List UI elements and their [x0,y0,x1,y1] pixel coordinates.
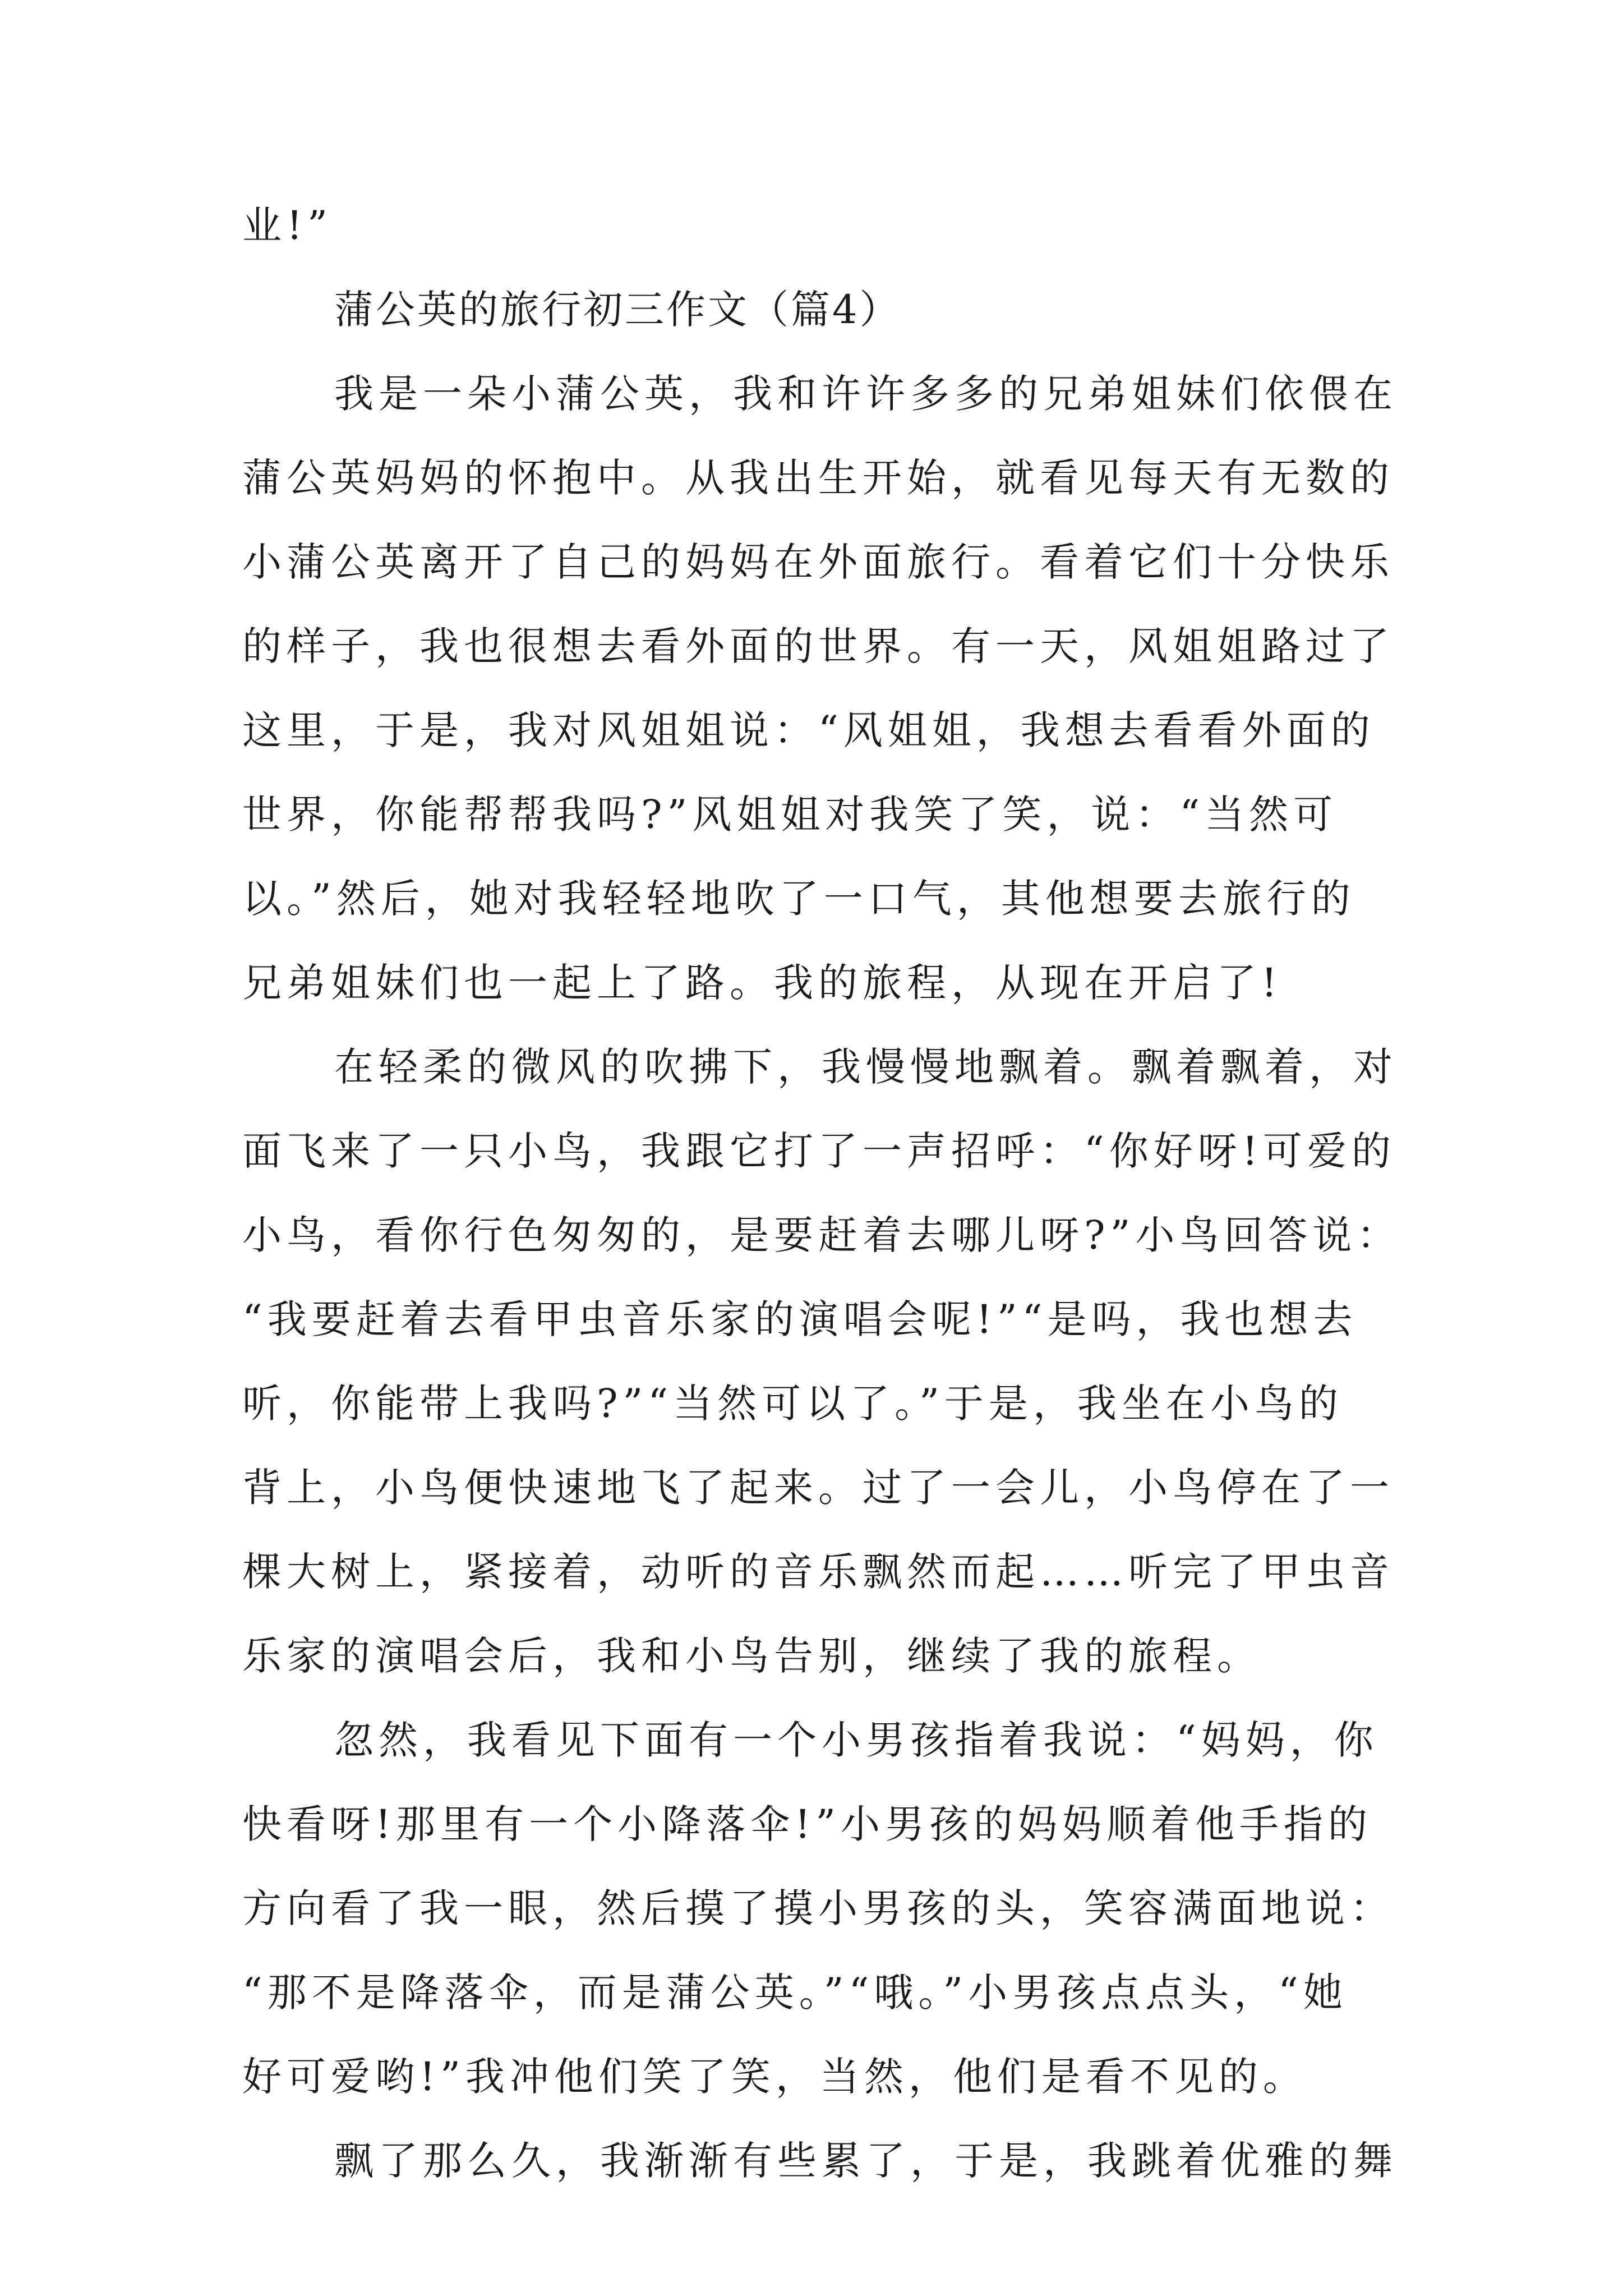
text-line: 快看呀!那里有一个小降落伞!”小男孩的妈妈顺着他手指的 [242,1801,1373,1847]
text-line: 棵大树上，紧接着，动听的音乐飘然而起……听完了甲虫音 [242,1549,1394,1595]
text-line: 听，你能带上我吗?”“当然可以了。”于是，我坐在小鸟的 [242,1381,1343,1427]
text-line: 面飞来了一只小鸟，我跟它打了一声招呼：“你好呀!可爱的 [242,1128,1396,1174]
text-line: “我要赶着去看甲虫音乐家的演唱会呢!”“是吗，我也想去 [242,1296,1358,1342]
paragraph-first-line: 我是一朵小蒲公英，我和许许多多的兄弟姐妹们依偎在 [334,371,1398,417]
text-line: 的样子，我也很想去看外面的世界。有一天，风姐姐路过了 [242,623,1394,669]
paragraph-first-line: 忽然，我看见下面有一个小男孩指着我说：“妈妈，你 [334,1717,1378,1763]
text-line: 背上，小鸟便快速地飞了起来。过了一会儿，小鸟停在了一 [242,1465,1394,1511]
paragraph-first-line: 在轻柔的微风的吹拂下，我慢慢地飘着。飘着飘着，对 [334,1044,1398,1090]
paragraph-first-line: 飘了那么久，我渐渐有些累了，于是，我跳着优雅的舞 [334,2138,1398,2184]
text-line: 小蒲公英离开了自己的妈妈在外面旅行。看着它们十分快乐 [242,539,1394,585]
text-line: 小鸟，看你行色匆匆的，是要赶着去哪儿呀?”小鸟回答说： [242,1212,1401,1258]
text-line: 好可爱哟!”我冲他们笑了笑，当然，他们是看不见的。 [242,2054,1307,2100]
text-line: 蒲公英妈妈的怀抱中。从我出生开始，就看见每天有无数的 [242,455,1394,501]
text-line: 乐家的演唱会后，我和小鸟告别，继续了我的旅程。 [242,1633,1261,1679]
text-line: 以。”然后，她对我轻轻地吹了一口气，其他想要去旅行的 [242,876,1355,922]
text-line: 兄弟姐妹们也一起上了路。我的旅程，从现在开启了! [242,960,1283,1006]
text-line: 业!” [242,203,333,249]
text-line: “那不是降落伞，而是蒲公英。”“哦。”小男孩点点头，“她 [242,1970,1348,2016]
section-heading: 蒲公英的旅行初三作文（篇4） [334,287,901,333]
text-line: 这里，于是，我对风姐姐说：“风姐姐，我想去看看外面的 [242,707,1375,753]
text-line: 世界，你能帮帮我吗?”风姐姐对我笑了笑，说：“当然可 [242,792,1338,838]
text-line: 方向看了我一眼，然后摸了摸小男孩的头，笑容满面地说： [242,1885,1394,1931]
